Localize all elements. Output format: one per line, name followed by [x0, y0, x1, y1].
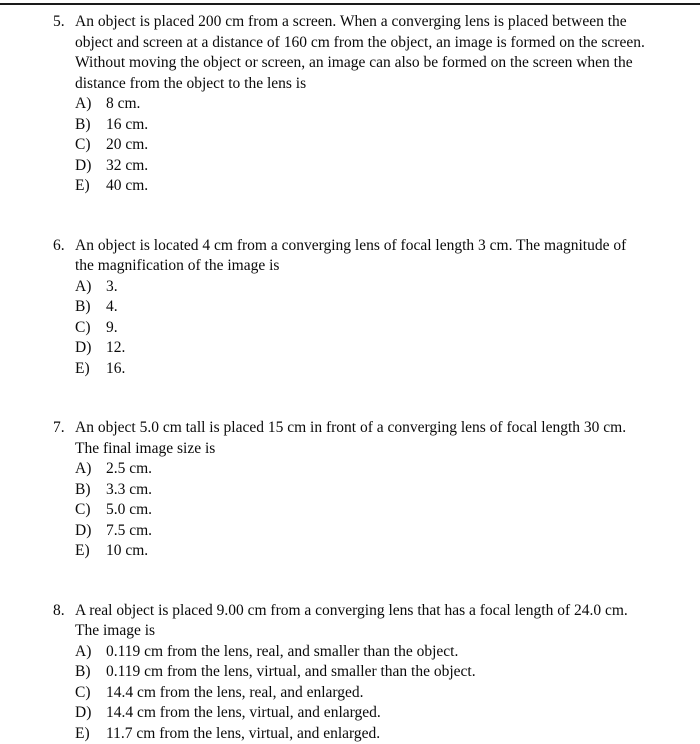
- question-7: [53, 418, 648, 562]
- option-text: 4.: [106, 297, 648, 318]
- option-letter: D): [75, 338, 106, 359]
- option-letter: B): [75, 480, 106, 501]
- question-8: [53, 601, 648, 744]
- option-text: 7.5 cm.: [106, 521, 648, 542]
- option-text: 14.4 cm from the lens, virtual, and enlarged.: [106, 703, 648, 724]
- option-row: [75, 541, 648, 562]
- option-row: [75, 724, 648, 744]
- question-number: 6.: [53, 236, 75, 380]
- option-text: 8 cm.: [106, 94, 648, 115]
- option-text: 5.0 cm.: [106, 500, 648, 521]
- option-text: 16.: [106, 359, 648, 380]
- option-text: 11.7 cm from the lens, virtual, and enlarged.: [106, 724, 648, 744]
- option-letter: A): [75, 94, 106, 115]
- option-row: [75, 297, 648, 318]
- option-letter: C): [75, 683, 106, 704]
- option-letter: A): [75, 459, 106, 480]
- option-letter: E): [75, 541, 106, 562]
- option-text: 40 cm.: [106, 176, 648, 197]
- question-text: An object is placed 200 cm from a screen. When a converging lens is placed between the object and screen at a distance of 160 cm from the object, an image is formed on the screen. Without moving the object or screen, an image can also be formed on the screen when the distance from the object to the lens is: [75, 12, 648, 94]
- question-6: [53, 236, 648, 380]
- option-row: [75, 156, 648, 177]
- question-text: An object 5.0 cm tall is placed 15 cm in front of a converging lens of focal length 30 cm. The final image size is: [75, 418, 648, 459]
- option-row: [75, 683, 648, 704]
- question-text: A real object is placed 9.00 cm from a converging lens that has a focal length of 24.0 cm. The image is: [75, 601, 648, 642]
- option-row: [75, 135, 648, 156]
- option-row: [75, 500, 648, 521]
- option-letter: E): [75, 724, 106, 744]
- option-text: 0.119 cm from the lens, virtual, and smaller than the object.: [106, 662, 648, 683]
- option-text: 3.: [106, 277, 648, 298]
- option-text: 12.: [106, 338, 648, 359]
- options-list: [75, 94, 648, 197]
- option-row: [75, 115, 648, 136]
- options-list: [75, 459, 648, 562]
- question-number: 5.: [53, 12, 75, 197]
- options-list: [75, 277, 648, 380]
- option-letter: D): [75, 703, 106, 724]
- option-text: 0.119 cm from the lens, real, and smaller than the object.: [106, 642, 648, 663]
- question-number: 7.: [53, 418, 75, 562]
- option-row: [75, 94, 648, 115]
- option-letter: B): [75, 662, 106, 683]
- option-row: [75, 277, 648, 298]
- option-row: [75, 662, 648, 683]
- question-5: [53, 12, 648, 197]
- option-text: 20 cm.: [106, 135, 648, 156]
- option-row: [75, 642, 648, 663]
- option-row: [75, 338, 648, 359]
- option-letter: B): [75, 115, 106, 136]
- option-row: [75, 318, 648, 339]
- option-text: 32 cm.: [106, 156, 648, 177]
- options-list: [75, 642, 648, 744]
- option-letter: E): [75, 176, 106, 197]
- question-body: [75, 236, 648, 380]
- option-letter: A): [75, 277, 106, 298]
- option-letter: A): [75, 642, 106, 663]
- option-row: [75, 480, 648, 501]
- option-letter: D): [75, 156, 106, 177]
- option-letter: C): [75, 500, 106, 521]
- option-letter: D): [75, 521, 106, 542]
- option-letter: C): [75, 318, 106, 339]
- option-text: 3.3 cm.: [106, 480, 648, 501]
- question-body: [75, 12, 648, 197]
- option-text: 16 cm.: [106, 115, 648, 136]
- document-page: [0, 5, 700, 744]
- option-row: [75, 176, 648, 197]
- question-number: 8.: [53, 601, 75, 744]
- option-text: 2.5 cm.: [106, 459, 648, 480]
- option-text: 10 cm.: [106, 541, 648, 562]
- option-letter: E): [75, 359, 106, 380]
- question-body: [75, 418, 648, 562]
- question-body: [75, 601, 648, 744]
- option-row: [75, 521, 648, 542]
- option-letter: C): [75, 135, 106, 156]
- option-row: [75, 459, 648, 480]
- option-row: [75, 703, 648, 724]
- option-text: 9.: [106, 318, 648, 339]
- question-text: An object is located 4 cm from a converging lens of focal length 3 cm. The magnitude of the magnification of the image is: [75, 236, 648, 277]
- option-text: 14.4 cm from the lens, real, and enlarged.: [106, 683, 648, 704]
- option-letter: B): [75, 297, 106, 318]
- option-row: [75, 359, 648, 380]
